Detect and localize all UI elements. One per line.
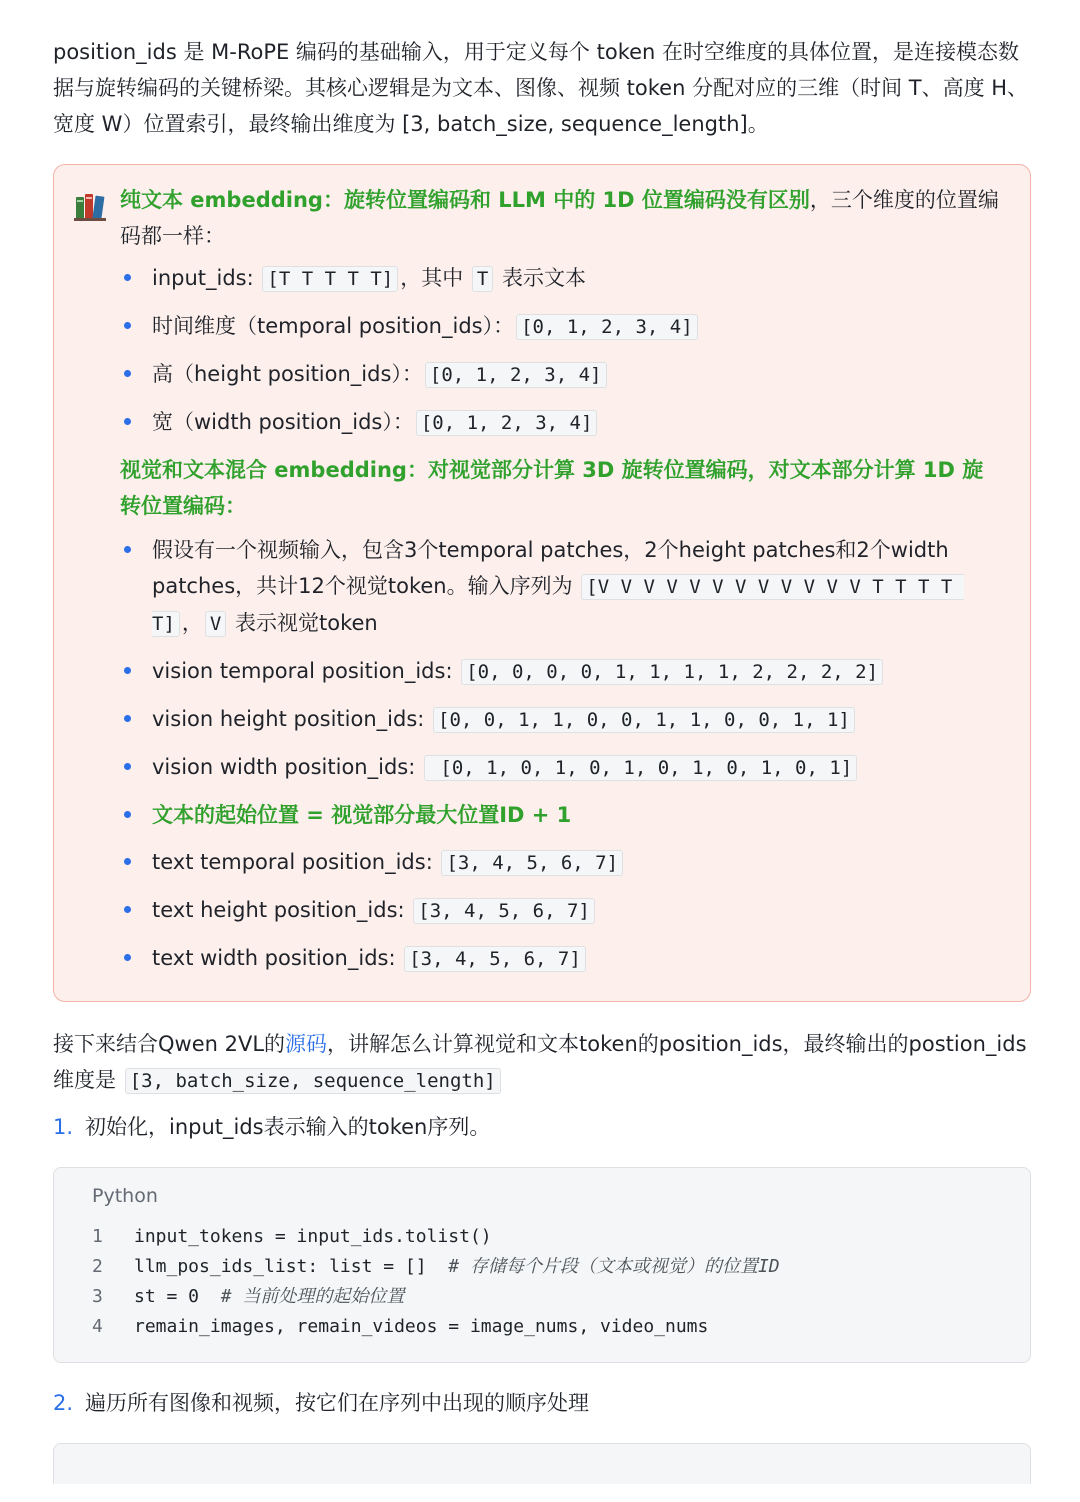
list-item — [120, 260, 1000, 297]
callout-body — [120, 182, 1000, 977]
inline-code: [V V V V V V V V V V V V T T T T T] — [152, 576, 964, 635]
code-comment: # 当前处理的起始位置 — [220, 1286, 405, 1307]
inline-code: [0, 1, 2, 3, 4] — [416, 410, 598, 436]
code-language: Python — [92, 1185, 158, 1207]
list-item — [120, 404, 1000, 441]
item-label: text height position_ids: — [152, 898, 412, 922]
item-suffix: 表示视觉token — [228, 611, 378, 635]
list-item — [120, 844, 1000, 881]
next-text-before: 接下来结合Qwen 2VL的 — [53, 1032, 286, 1056]
steps-list-1 — [53, 1109, 1031, 1145]
step-number: 2. — [53, 1391, 74, 1415]
list-item — [120, 749, 1000, 786]
text-embedding-title-rest: ，三个维度的位置编码都一样： — [120, 188, 999, 248]
list-item — [120, 532, 1000, 642]
list-item — [120, 308, 1000, 345]
item-label: vision temporal position_ids: — [152, 659, 460, 683]
list-item — [120, 701, 1000, 738]
code-text: input_tokens = input_ids.tolist() — [134, 1226, 492, 1247]
item-label: 时间维度（temporal position_ids）： — [152, 314, 515, 338]
inline-code: [0, 1, 0, 1, 0, 1, 0, 1, 0, 1, 0, 1] — [424, 755, 857, 781]
inline-code: [0, 1, 2, 3, 4] — [516, 314, 698, 340]
inline-code: [0, 1, 2, 3, 4] — [425, 362, 607, 388]
callout-box — [53, 164, 1031, 1002]
step-item — [53, 1109, 1031, 1145]
code-line — [92, 1222, 1030, 1252]
inline-code: [0, 0, 1, 1, 0, 0, 1, 1, 0, 0, 1, 1] — [433, 707, 855, 733]
line-number: 4 — [92, 1316, 103, 1337]
line-number: 1 — [92, 1226, 103, 1247]
item-label: vision width position_ids: — [152, 755, 422, 779]
code-block — [53, 1167, 1031, 1363]
next-text-after: ，讲解怎么计算视觉和文本token的position_ids，最终输出的postion_ids维度是 — [53, 1032, 1027, 1092]
code-block-partial — [53, 1443, 1031, 1484]
code-text: st = 0 — [134, 1286, 221, 1307]
step-text: 初始化，input_ids表示输入的token序列。 — [85, 1115, 491, 1139]
inline-code: [3, 4, 5, 6, 7] — [413, 898, 595, 924]
code-line — [92, 1252, 1030, 1282]
inline-code: [3, 4, 5, 6, 7] — [441, 850, 623, 876]
list-item — [120, 797, 1000, 833]
list-item — [120, 356, 1000, 393]
mixed-embedding-list — [120, 532, 1000, 977]
item-label: text width position_ids: — [152, 946, 403, 970]
item-mid-text: ，其中 — [400, 266, 470, 290]
step-item — [53, 1385, 1031, 1421]
inline-code: [T T T T T] — [262, 266, 398, 292]
books-icon — [74, 191, 108, 221]
code-line — [92, 1312, 1030, 1342]
step-number: 1. — [53, 1115, 74, 1139]
item-label: 假设有一个视频输入，包含3个temporal patches，2个height patches和2个width patches，共计12个视觉token。输入序列为 — [152, 538, 949, 598]
text-embedding-heading — [120, 182, 1000, 254]
line-number: 3 — [92, 1286, 103, 1307]
text-embedding-list — [120, 260, 1000, 441]
list-item — [120, 940, 1000, 977]
source-code-link[interactable]: 源码 — [285, 1032, 328, 1056]
item-label: 宽（width position_ids）： — [152, 410, 414, 434]
mixed-embedding-title: 视觉和文本混合 embedding：对视觉部分计算 3D 旋转位置编码，对文本部分计算 1D 旋转位置编码： — [120, 458, 984, 518]
item-suffix: 表示文本 — [495, 266, 587, 290]
inline-code: T — [472, 266, 493, 292]
intro-paragraph: position_ids 是 M-RoPE 编码的基础输入，用于定义每个 token 在时空维度的具体位置，是连接模态数据与旋转编码的关键桥梁。其核心逻辑是为文本、图像、视频 token 分配对应的三维（时间 T、高度 H、宽度 W）位置索引，最终输出维度为 [3, batch_size, sequence_length]。 — [53, 40, 1029, 136]
code-text: remain_images, remain_videos = image_nums, video_nums — [134, 1316, 709, 1337]
code-text: llm_pos_ids_list: list = [] — [134, 1256, 449, 1277]
item-label: 高（height position_ids）： — [152, 362, 423, 386]
item-mid-text: ， — [181, 611, 203, 635]
item-label: text temporal position_ids: — [152, 850, 440, 874]
item-label: vision height position_ids: — [152, 707, 432, 731]
text-embedding-title: 纯文本 embedding：旋转位置编码和 LLM 中的 1D 位置编码没有区别 — [120, 188, 810, 212]
inline-code: V — [205, 611, 226, 637]
line-number: 2 — [92, 1256, 103, 1277]
step-text: 遍历所有图像和视频，按它们在序列中出现的顺序处理 — [85, 1391, 589, 1415]
code-comment: # 存储每个片段（文本或视觉）的位置ID — [448, 1256, 780, 1277]
next-paragraph — [53, 1026, 1031, 1099]
steps-list-2 — [53, 1385, 1031, 1421]
inline-code: [0, 0, 0, 0, 1, 1, 1, 1, 2, 2, 2, 2] — [461, 659, 883, 685]
list-item — [120, 892, 1000, 929]
code-line — [92, 1282, 1030, 1312]
inline-code: [3, batch_size, sequence_length] — [125, 1068, 501, 1094]
highlight-text: 文本的起始位置 = 视觉部分最大位置ID + 1 — [152, 803, 572, 827]
document-content — [53, 34, 1031, 1484]
list-item — [120, 653, 1000, 690]
item-label: input_ids: — [152, 266, 261, 290]
inline-code: [3, 4, 5, 6, 7] — [404, 946, 586, 972]
